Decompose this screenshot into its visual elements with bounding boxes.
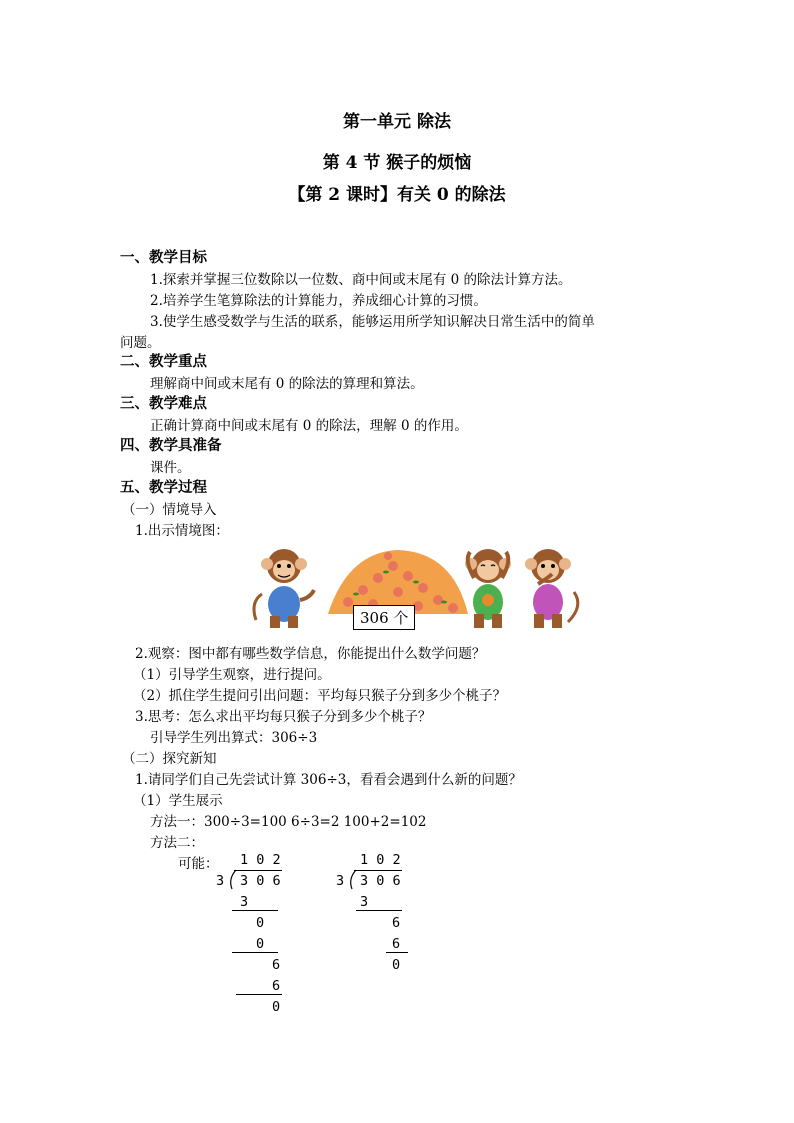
- possible-label: 可能：: [178, 856, 219, 872]
- step2-text: 2.观察：图中都有哪些数学信息，你能提出什么数学问题？: [135, 646, 486, 662]
- step-value: 0: [392, 957, 401, 973]
- dividend: 3 0 6: [240, 873, 281, 889]
- explore1-text: 1.请同学们自己先尝试计算 306÷3，看看会遇到什么新的问题？: [135, 772, 522, 788]
- materials-heading: 四、教学具准备: [120, 437, 222, 454]
- lesson-title: 【第 2 课时】有关 0 的除法: [288, 185, 506, 205]
- monkey-icon: [465, 549, 511, 628]
- objective-item: 2.培养学生笔算除法的计算能力，养成细心计算的习惯。: [150, 293, 487, 309]
- step-value: 0: [256, 915, 265, 931]
- monkeys-peaches-illustration: [248, 542, 588, 632]
- objective-item: 1.探索并掌握三位数除以一位数、商中间或末尾有 0 的除法计算方法。: [150, 272, 572, 288]
- unit-title: 第一单元 除法: [343, 112, 451, 132]
- show-text: （1）学生展示: [133, 793, 223, 809]
- quotient: 1 0 2: [360, 852, 401, 868]
- objective-item-continued: 问题。: [120, 335, 161, 351]
- step-value: 6: [272, 978, 281, 994]
- monkey-icon: [254, 549, 314, 628]
- monkey-icon: [525, 549, 578, 628]
- difficulties-text: 正确计算商中间或末尾有 0 的除法，理解 0 的作用。: [150, 418, 468, 434]
- quotient: 1 0 2: [240, 852, 281, 868]
- dividend: 3 0 6: [360, 873, 401, 889]
- step-value: 0: [256, 936, 265, 952]
- divisor: 3: [216, 873, 225, 889]
- method1-text: 方法一：300÷3=100 6÷3=2 100+2=102: [150, 814, 427, 830]
- part1-heading: （一）情境导入: [122, 502, 217, 518]
- step-value: 0: [272, 999, 281, 1015]
- step1-text: 1.出示情境图：: [135, 523, 229, 539]
- formula-text: 引导学生列出算式：306÷3: [150, 730, 318, 746]
- step-value: 6: [392, 915, 401, 931]
- step-value: 3: [240, 894, 249, 910]
- materials-text: 课件。: [150, 460, 191, 476]
- section-title: 第 4 节 猴子的烦恼: [322, 153, 472, 173]
- step-value: 6: [272, 957, 281, 973]
- part2-heading: （二）探究新知: [122, 751, 217, 767]
- process-heading: 五、教学过程: [120, 479, 207, 496]
- key-points-heading: 二、教学重点: [120, 353, 207, 370]
- step3-text: 3.思考：怎么求出平均每只猴子分到多少个桃子？: [135, 709, 432, 725]
- objectives-heading: 一、教学目标: [120, 249, 207, 266]
- division-bracket-icon: [226, 868, 240, 890]
- difficulties-heading: 三、教学难点: [120, 395, 207, 412]
- sub1-text: （1）引导学生观察，进行提问。: [133, 667, 331, 683]
- sub2-text: （2）抓住学生提问引出问题：平均每只猴子分到多少个桃子？: [133, 688, 507, 704]
- objective-item: 3.使学生感受数学与生活的联系，能够运用所学知识解决日常生活中的简单: [150, 314, 595, 330]
- method2-text: 方法二：: [150, 835, 204, 851]
- peach-count-label: 306 个: [353, 605, 415, 630]
- step-value: 6: [392, 936, 401, 952]
- step-value: 3: [360, 894, 369, 910]
- key-points-text: 理解商中间或末尾有 0 的除法的算理和算法。: [150, 376, 424, 392]
- division-bracket-icon: [346, 868, 360, 890]
- divisor: 3: [336, 873, 345, 889]
